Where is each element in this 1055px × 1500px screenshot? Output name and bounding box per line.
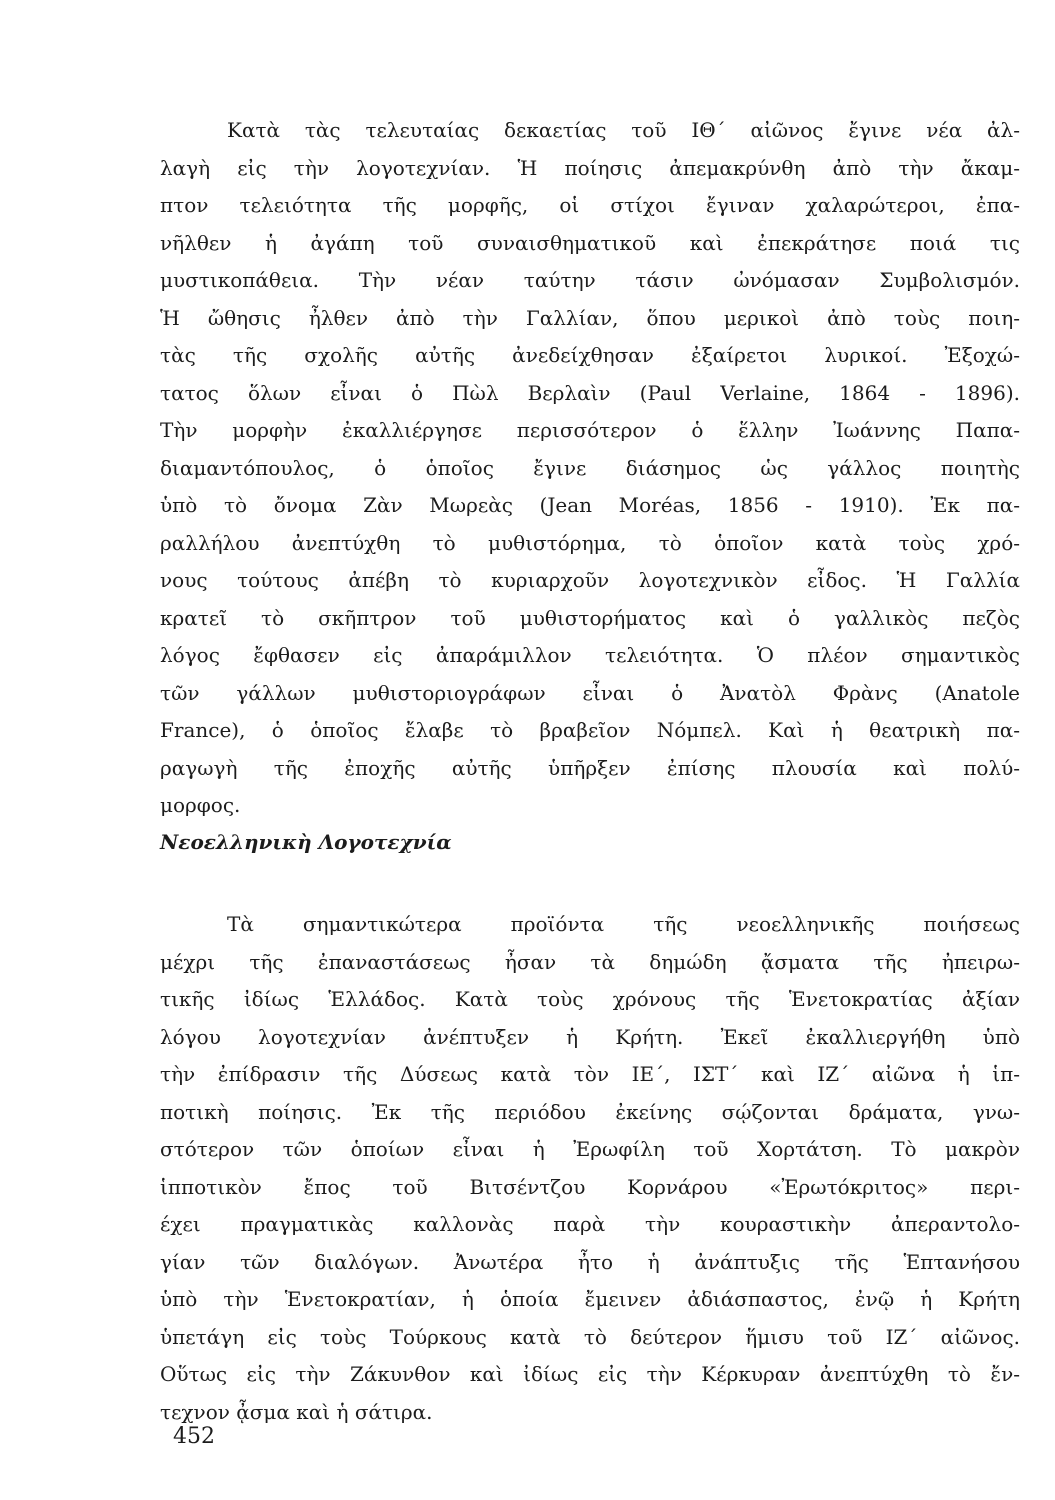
paragraph-modern-greek-literature (160, 906, 1020, 1431)
text-line: νους τούτους ἀπέβη τὸ κυριαρχοῦν λογοτεχνικὸν εἶδος. Ἡ Γαλλία (160, 568, 1020, 592)
text-line: ραγωγὴ τῆς ἐποχῆς αὐτῆς ὑπῆρξεν ἐπίσης πλουσία καὶ πολύ- (160, 755, 1020, 780)
text-line: λόγου λογοτεχνίαν ἀνέπτυξεν ἡ Κρήτη. Ἐκεῖ ἐκαλλιεργήθη ὑπὸ (160, 1024, 1020, 1049)
paragraph-symbolism (160, 112, 1020, 825)
text-line: ὑπὸ τὴν Ἑνετοκρατίαν, ἡ ὁποία ἔμεινεν ἀδιάσπαστος, ἐνῷ ἡ Κρήτη (160, 1287, 1020, 1311)
text-line: France), ὁ ὁποῖος ἔλαβε τὸ βραβεῖον Νόμπελ. Καὶ ἡ θεατρικὴ πα- (160, 718, 1020, 742)
text-line: μυστικοπάθεια. Τὴν νέαν ταύτην τάσιν ὠνόμασαν Συμβολισμόν. (160, 268, 1020, 292)
text-line: κρατεῖ τὸ σκῆπτρον τοῦ μυθιστορήματος καὶ ὁ γαλλικὸς πεζὸς (160, 605, 1020, 630)
text-line: τὰς τῆς σχολῆς αὐτῆς ἀνεδείχθησαν ἐξαίρετοι λυρικοί. Ἐξοχώ- (160, 343, 1020, 367)
text-line: Τὰ σημαντικώτερα προϊόντα τῆς νεοελληνικῆς ποιήσεως (227, 912, 1020, 936)
text-line: τατος ὅλων εἶναι ὁ Πὼλ Βερλαὶν (Paul Verlaine, 1864 - 1896). (160, 380, 1020, 405)
text-line: πτον τελειότητα τῆς μορφῆς, οἱ στίχοι ἔγιναν χαλαρώτεροι, ἐπα- (160, 193, 1020, 217)
page-number: 452 (173, 1424, 215, 1449)
text-line: ποτικὴ ποίησις. Ἐκ τῆς περιόδου ἐκείνης σῴζονται δράματα, γνω- (160, 1099, 1020, 1124)
text-line: τῶν γάλλων μυθιστοριογράφων εἶναι ὁ Ἀνατὸλ Φρὰνς (Anatole (160, 680, 1020, 705)
text-line: ὑπὸ τὸ ὄνομα Ζὰν Μωρεὰς (Jean Moréas, 1856 - 1910). Ἐκ πα- (160, 493, 1020, 517)
text-line: ὑπετάγη εἰς τοὺς Τούρκους κατὰ τὸ δεύτερον ἥμισυ τοῦ ΙΖ΄ αἰῶνος. (160, 1324, 1020, 1349)
section-heading: Νεοελληνικὴ Λογοτεχνία (160, 830, 452, 854)
text-line: τὴν ἐπίδρασιν τῆς Δύσεως κατὰ τὸν ΙΕ΄, ΙΣΤ΄ καὶ ΙΖ΄ αἰῶνα ἡ ἱπ- (160, 1062, 1020, 1086)
text-line: Ἡ ὤθησις ἦλθεν ἀπὸ τὴν Γαλλίαν, ὅπου μερικοὶ ἀπὸ τοὺς ποιη- (160, 305, 1020, 330)
text-line: λαγὴ εἰς τὴν λογοτεχνίαν. Ἡ ποίησις ἀπεμακρύνθη ἀπὸ τὴν ἄκαμ- (160, 155, 1020, 180)
text-line: ἱπποτικὸν ἔπος τοῦ Βιτσέντζου Κορνάρου «Ἐρωτόκριτος» περι- (160, 1174, 1020, 1199)
text-line: γίαν τῶν διαλόγων. Ἀνωτέρα ἦτο ἡ ἀνάπτυξις τῆς Ἑπτανήσου (160, 1249, 1020, 1274)
text-line: τικῆς ἰδίως Ἑλλάδος. Κατὰ τοὺς χρόνους τῆς Ἑνετοκρατίας ἀξίαν (160, 987, 1020, 1011)
text-line: ραλλήλου ἀνεπτύχθη τὸ μυθιστόρημα, τὸ ὁποῖον κατὰ τοὺς χρό- (160, 530, 1020, 555)
text-line: Κατὰ τὰς τελευταίας δεκαετίας τοῦ ΙΘ΄ αἰῶνος ἔγινε νέα ἀλ- (227, 118, 1020, 142)
text-line: έχει πραγματικὰς καλλονὰς παρὰ τὴν κουραστικὴν ἀπεραντολο- (160, 1212, 1020, 1236)
text-line: τεχνον ᾆσμα καὶ ἡ σάτιρα. (160, 1399, 433, 1424)
text-line: Οὕτως εἰς τὴν Ζάκυνθον καὶ ἰδίως εἰς τὴν Κέρκυραν ἀνεπτύχθη τὸ ἔν- (160, 1362, 1020, 1386)
text-line: στότερον τῶν ὁποίων εἶναι ἡ Ἐρωφίλη τοῦ Χορτάτση. Τὸ μακρὸν (160, 1137, 1020, 1161)
text-line: διαμαντόπουλος, ὁ ὁποῖος ἔγινε διάσημος ὡς γάλλος ποιητὴς (160, 455, 1020, 480)
text-line: νῆλθεν ἡ ἀγάπη τοῦ συναισθηματικοῦ καὶ ἐπεκράτησε ποιά τις (160, 230, 1020, 255)
text-line: λόγος ἔφθασεν εἰς ἀπαράμιλλον τελειότητα. Ὁ πλέον σημαντικὸς (160, 643, 1020, 667)
text-line: μέχρι τῆς ἐπαναστάσεως ἦσαν τὰ δημώδη ᾄσματα τῆς ἠπειρω- (160, 949, 1020, 974)
text-line: Τὴν μορφὴν ἐκαλλιέργησε περισσότερον ὁ ἕλλην Ἰωάννης Παπα- (160, 418, 1020, 442)
text-line: μορφος. (160, 793, 241, 817)
